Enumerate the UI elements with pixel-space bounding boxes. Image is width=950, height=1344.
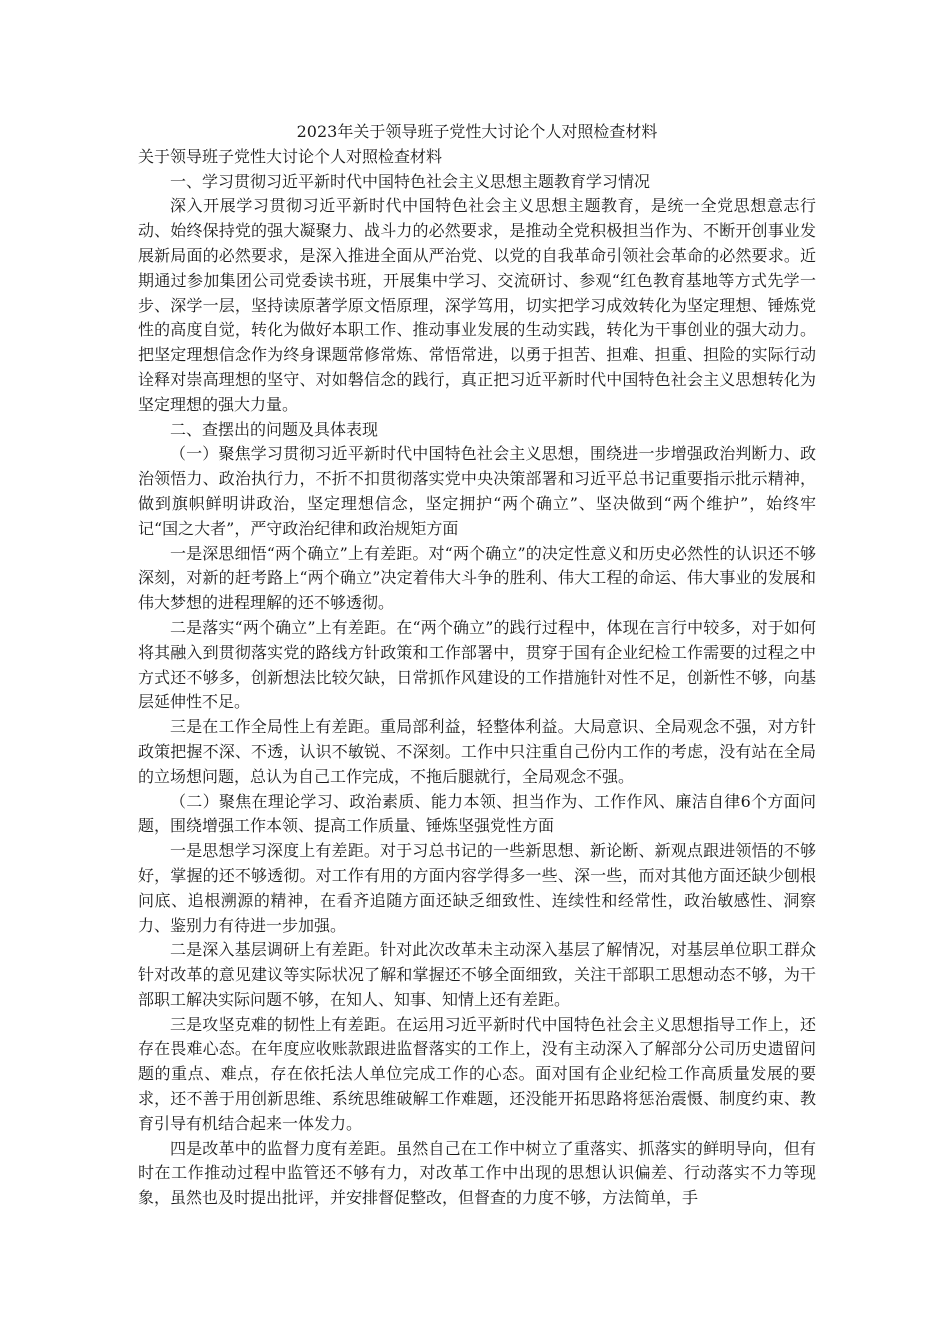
paragraph: 二是落实“两个确立”上有差距。在“两个确立”的践行过程中，体现在言行中较多，对于如何将其融入到贯彻落实党的路线方针政策和工作部署中，贯穿于国有企业纪检工作需要的过程之中方式还不够多，创新想法比较欠缺，日常抓作风建设的工作措施针对性不足，创新性不够，向基层延伸性不足。 [138, 617, 816, 712]
paragraph: 三是在工作全局性上有差距。重局部利益，轻整体利益。大局意识、全局观念不强，对方针政策把握不深、不透，认识不敏锐、不深刻。工作中只注重自己份内工作的考虑，没有站在全局的立场想问题，总认为自己工作完成，不拖后腿就行，全局观念不强。 [138, 717, 816, 786]
paragraph: 一是深思细悟“两个确立”上有差距。对“两个确立”的决定性意义和历史必然性的认识还不够深刻，对新的赶考路上“两个确立”决定着伟大斗争的胜利、伟大工程的命运、伟大事业的发展和伟大梦想的进程理解的还不够透彻。 [138, 543, 816, 613]
subsection-heading: （二）聚焦在理论学习、政治素质、能力本领、担当作为、工作作风、廉洁自律6个方面问题，围绕增强工作本领、提高工作质量、锤炼坚强党性方面 [138, 791, 816, 836]
paragraph: 三是攻坚克难的韧性上有差距。在运用习近平新时代中国特色社会主义思想指导工作上，还存在畏难心态。在年度应收账款跟进监督落实的工作上，没有主动深入了解部分公司历史遗留问题的重点、难点，存在依托法人单位完成工作的心态。面对国有企业纪检工作高质量发展的要求，还不善于用创新思维、系统思维破解工作难题，还没能开拓思路将惩治震慑、制度约束、教育引导有机结合起来一体发力。 [138, 1014, 816, 1133]
section-heading: 一、学习贯彻习近平新时代中国特色社会主义思想主题教育学习情况 [170, 171, 651, 191]
paragraph: 深入开展学习贯彻习近平新时代中国特色社会主义思想主题教育，是统一全党思想意志行动、始终保持党的强大凝聚力、战斗力的必然要求，是推动全党积极担当作为、不断开创事业发展新局面的必然要求，是深入推进全面从严治党、以党的自我革命引领社会革命的必然要求。近期通过参加集团公司党委读书班，开展集中学习、交流研讨、参观“红色教育基地等方式先学一步、深学一层，坚持读原著学原文悟原理，深学笃用，切实把学习成效转化为坚定理想、锤炼党性的高度自觉，转化为做好本职工作、推动事业发展的生动实践，转化为干事创业的强大动力。把坚定理想信念作为终身课题常修常炼、常悟常进，以勇于担苦、担难、担重、担险的实际行动诠释对崇高理想的坚守、对如磐信念的践行，真正把习近平新时代中国特色社会主义思想转化为坚定理想的强大力量。 [138, 196, 816, 414]
subsection-heading: （一）聚焦学习贯彻习近平新时代中国特色社会主义思想，围绕进一步增强政治判断力、政治领悟力、政治执行力，不折不扣贯彻落实党中央决策部署和习近平总书记重要指示批示精神，做到旗帜鲜明讲政治，坚定理想信念，坚定拥护“两个确立”、坚决做到“两个维护”，始终牢记“国之大者”，严守政治纪律和政治规矩方面 [138, 444, 816, 538]
document-subtitle: 关于领导班子党性大讨论个人对照检查材料 [138, 146, 443, 166]
document-page [138, 120, 816, 1211]
section-heading: 二、查摆出的问题及具体表现 [170, 419, 379, 439]
paragraph: 一是思想学习深度上有差距。对于习总书记的一些新思想、新论断、新观点跟进领悟的不够好，掌握的还不够透彻。对工作有用的方面内容学得多一些、深一些，而对其他方面还缺少刨根问底、追根溯源的精神，在看齐追随方面还缺乏细致性、连续性和经常性，政治敏感性、洞察力、鉴别力有待进一步加强。 [138, 841, 816, 935]
paragraph: 二是深入基层调研上有差距。针对此次改革未主动深入基层了解情况，对基层单位职工群众针对改革的意见建议等实际状况了解和掌握还不够全面细致，关注干部职工思想动态不够，为干部职工解决实际问题不够，在知人、知事、知情上还有差距。 [138, 940, 816, 1009]
document-title: 2023年关于领导班子党性大讨论个人对照检查材料 [296, 122, 658, 141]
paragraph: 四是改革中的监督力度有差距。虽然自己在工作中树立了重落实、抓落实的鲜明导向，但有时在工作推动过程中监管还不够有力，对改革工作中出现的思想认识偏差、行动落实不力等现象，虽然也及时提出批评，并安排督促整改，但督查的力度不够，方法简单，手 [138, 1138, 816, 1208]
